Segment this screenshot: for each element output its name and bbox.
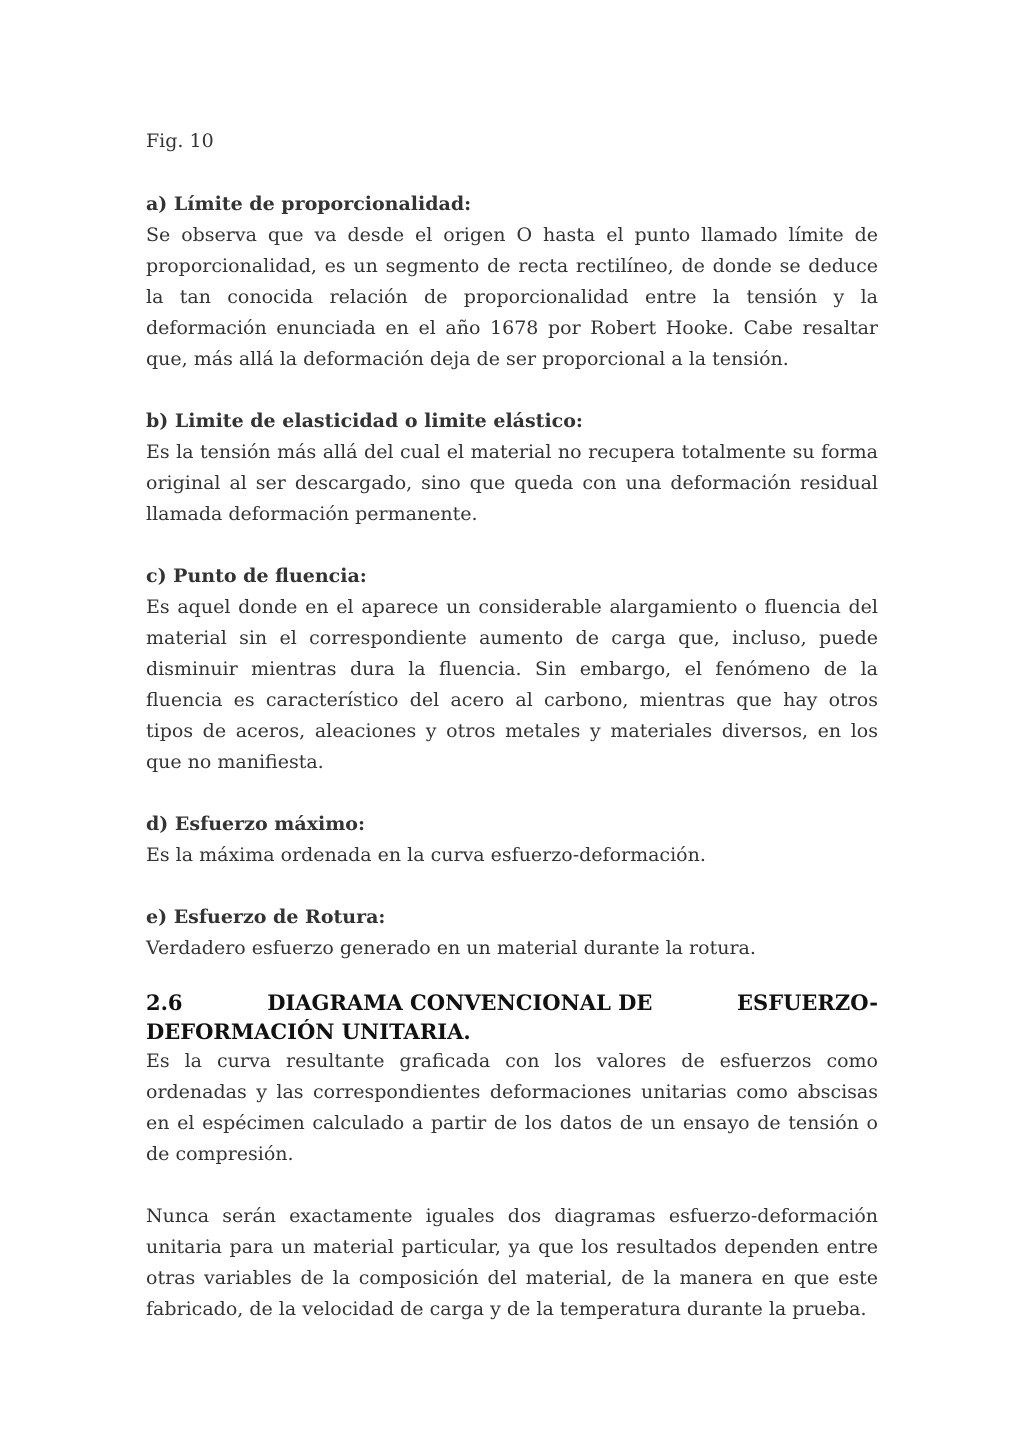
section-title: c) Punto de fluencia: <box>146 565 367 587</box>
chapter-heading-line2: DEFORMACIÓN UNITARIA. <box>146 1019 471 1044</box>
section-max-stress <box>146 809 878 871</box>
section-proportionality-limit <box>146 189 878 375</box>
body-paragraph: Es la curva resultante graficada con los valores de esfuerzos como ordenadas y las correspondientes deformaciones unitarias como abscisas en el espécimen calculado a partir de los datos de un ensayo de tensión o de compresión. <box>146 1050 878 1165</box>
section-body: Verdadero esfuerzo generado en un material durante la rotura. <box>146 937 756 959</box>
chapter-title-part1: DIAGRAMA CONVENCIONAL DE <box>267 990 653 1015</box>
section-body: Es la máxima ordenada en la curva esfuerzo-deformación. <box>146 844 706 866</box>
chapter-number: 2.6 <box>146 990 183 1015</box>
chapter-title-part2: ESFUERZO- <box>737 990 878 1015</box>
chapter-heading-line1 <box>146 988 878 1017</box>
body-paragraph: Nunca serán exactamente iguales dos diagramas esfuerzo-deformación unitaria para un material particular, ya que los resultados dependen entre otras variables de la composición del material, de la manera en que este fabricado, de la velocidad de carga y de la temperatura durante la prueba. <box>146 1205 878 1320</box>
figure-caption: Fig. 10 <box>146 130 214 152</box>
section-title: e) Esfuerzo de Rotura: <box>146 906 386 928</box>
section-title: a) Límite de proporcionalidad: <box>146 193 472 215</box>
section-yield-point <box>146 561 878 778</box>
section-elastic-limit <box>146 406 878 530</box>
document-page <box>146 126 878 1356</box>
section-title: d) Esfuerzo máximo: <box>146 813 365 835</box>
section-title: b) Limite de elasticidad o limite elástico: <box>146 410 583 432</box>
section-body: Es aquel donde en el aparece un considerable alargamiento o fluencia del material sin el correspondiente aumento de carga que, incluso, puede disminuir mientras dura la fluencia. Sin embargo, el fenómeno de la fluencia es característico del acero al carbono, mientras que hay otros tipos de aceros, aleaciones y otros metales y materiales diversos, en los que no manifiesta. <box>146 596 878 773</box>
section-rupture-stress <box>146 902 878 964</box>
section-body: Se observa que va desde el origen O hasta el punto llamado límite de proporcionalidad, es un segmento de recta rectilíneo, de donde se deduce la tan conocida relación de proporcionalidad entre la tensión y la deformación enunciada en el año 1678 por Robert Hooke. Cabe resaltar que, más allá la deformación deja de ser proporcional a la tensión. <box>146 224 878 370</box>
chapter-heading <box>146 988 878 1046</box>
section-body: Es la tensión más allá del cual el material no recupera totalmente su forma original al ser descargado, sino que queda con una deformación residual llamada deformación permanente. <box>146 441 878 525</box>
